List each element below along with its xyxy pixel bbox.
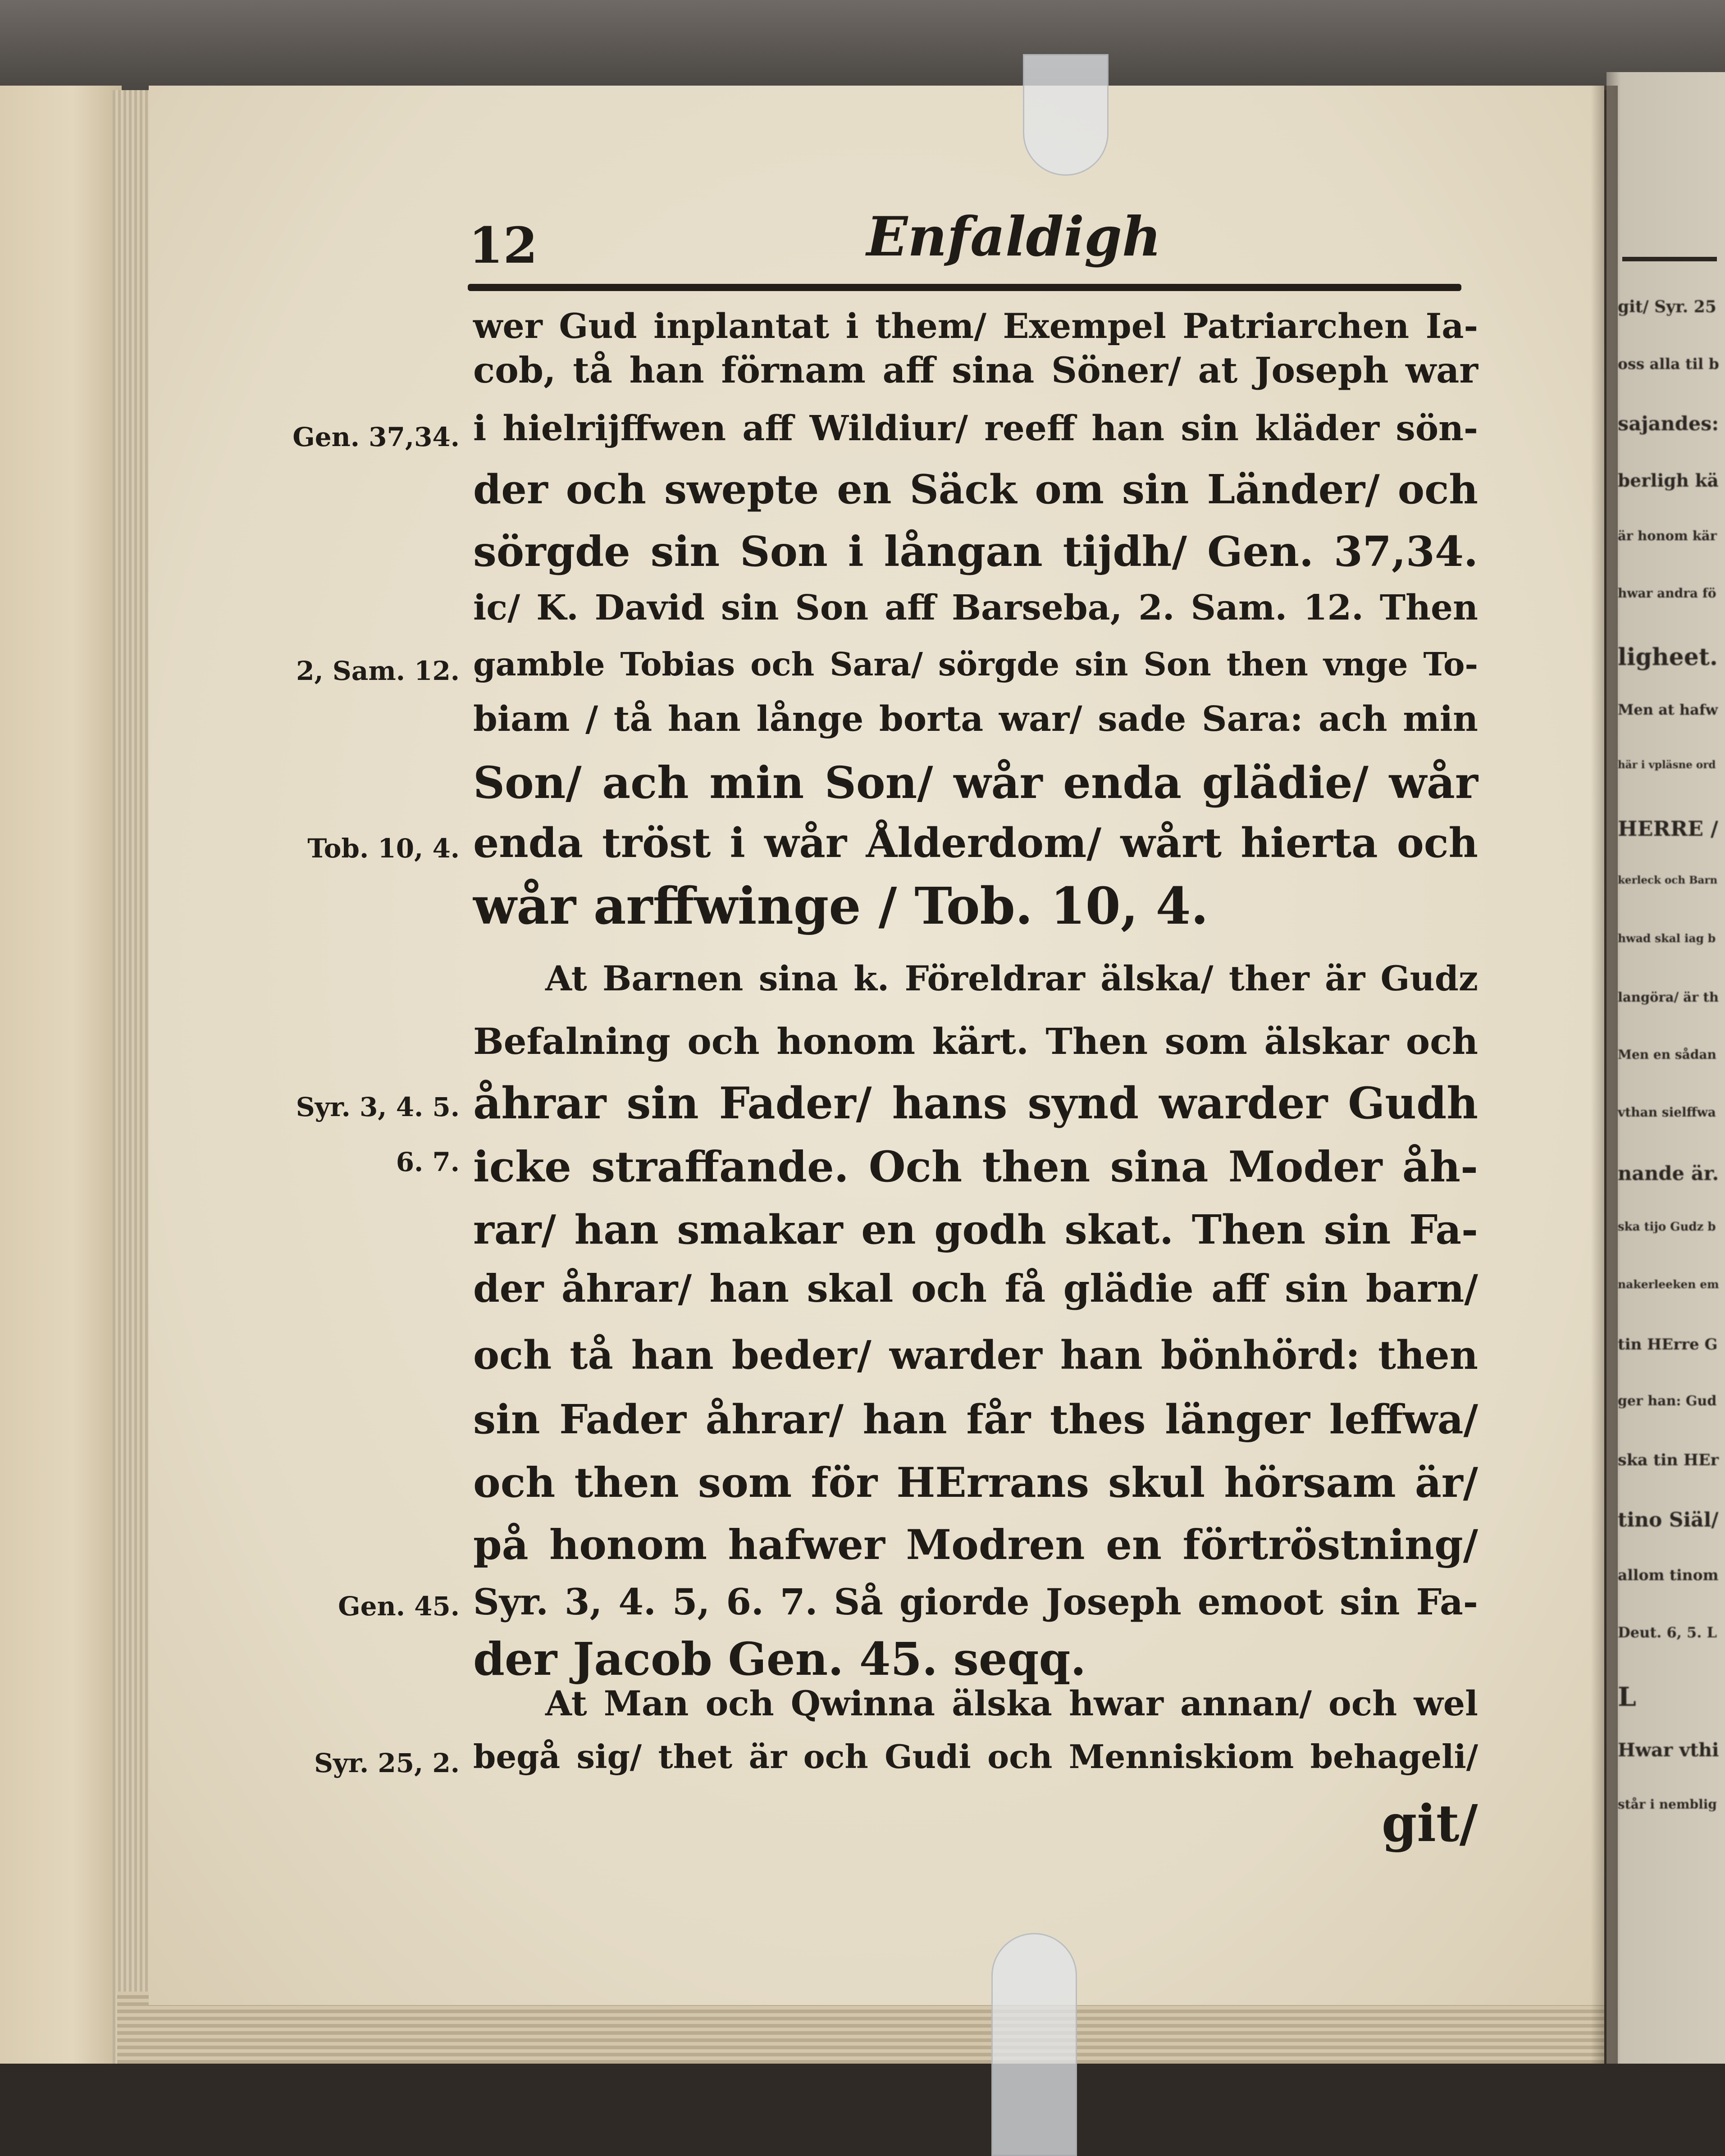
text-line: sin Fader åhrar/ han får thes länger leffwa/ [473,1395,1478,1443]
margin-note: 2, Sam. 12. [296,656,460,686]
facing-page-line: ska tijo Gudz b [1618,1220,1716,1234]
text-line: Son/ ach min Son/ wår enda glädie/ wår [473,757,1478,809]
facing-page-line: är honom kär [1618,528,1717,543]
facing-page-line: Deut. 6, 5. L [1618,1624,1717,1641]
facing-page-line: oss alla til b [1618,355,1719,373]
margin-note: Syr. 3, 4. 5. [296,1092,460,1122]
facing-page-line: vthan sielffwa [1618,1105,1716,1120]
running-title: Enfaldigh [866,205,1162,269]
text-line: Befalning och honom kärt. Then som älskar och [473,1020,1478,1063]
facing-page-line: sajandes: [1618,413,1719,435]
page-block-edge [113,90,153,2064]
header-rule [468,284,1461,291]
facing-page-line: tin HErre G [1618,1336,1718,1354]
text-line: wer Gud inplantat i them/ Exempel Patriarchen Ia- [473,306,1478,346]
text-line: git/ [1382,1794,1478,1854]
page-holder-clip-top [1023,54,1109,176]
text-line: At Man och Qwinna älska hwar annan/ och wel [545,1683,1478,1724]
book-gutter [1591,86,1618,2064]
margin-note: 6. 7. [396,1147,460,1177]
text-line: der och swepte en Säck om sin Länder/ och [473,465,1478,513]
facing-page-line: Hwar vthi [1618,1739,1719,1761]
scanner-background-bottom [0,2064,1725,2156]
text-line: icke straffande. Och then sina Moder åh- [473,1142,1478,1192]
scanner-background-top [0,0,1725,90]
margin-note: Gen. 45. [338,1591,460,1622]
facing-page-line: nande är. [1618,1162,1719,1185]
facing-page-line: HERRE / [1618,816,1718,841]
margin-note: Gen. 37,34. [292,422,460,452]
facing-page-line: ger han: Gud [1618,1393,1717,1409]
facing-page-line: nakerleeken em [1618,1278,1719,1291]
facing-page-line: berligh kä [1618,470,1719,491]
facing-page-line: här i vpläsne ord [1618,759,1716,771]
text-line: der åhrar/ han skal och få glädie aff sin barn/ [473,1266,1478,1311]
margin-note: Syr. 25, 2. [314,1748,460,1778]
facing-page-rule [1622,257,1717,261]
text-line: sörgde sin Son i långan tijdh/ Gen. 37,34. [473,527,1478,576]
text-line: biam / tå han långe borta war/ sade Sara: ach min [473,699,1478,739]
text-line: i hielrijffwen aff Wildiur/ reeff han sin kläder sön- [473,408,1478,449]
text-line: rar/ han smakar en godh skat. Then sin Fa- [473,1206,1478,1253]
facing-page-line: hwad skal iag b [1618,932,1716,945]
facing-page-line: kerleck och Barn [1618,874,1718,886]
text-line: cob, tå han förnam aff sina Söner/ at Joseph war [473,349,1478,392]
facing-page-line: står i nemblig [1618,1797,1717,1812]
facing-page-line: Men at hafw [1618,701,1718,718]
facing-page-line: Men en sådan [1618,1047,1716,1062]
facing-page-line: allom tinom [1618,1566,1719,1584]
text-line: enda tröst i wår Ålderdom/ wårt hierta och [473,819,1478,867]
text-line: ic/ K. David sin Son aff Barseba, 2. Sam. 12. Then [473,588,1478,628]
previous-page-edge [0,86,122,2068]
facing-page-line: tino Siäl/ [1618,1509,1719,1532]
text-line: gamble Tobias och Sara/ sörgde sin Son then vnge To- [473,645,1478,683]
text-line: begå sig/ thet är och Gudi och Menniskiom behageli/ [473,1737,1478,1776]
page-number: 12 [469,216,538,274]
text-line: på honom hafwer Modren en förtröstning/ [473,1521,1478,1569]
text-line: Syr. 3, 4. 5, 6. 7. Så giorde Joseph emoot sin Fa- [473,1581,1478,1623]
margin-note: Tob. 10, 4. [307,833,460,864]
text-line: och then som för HErrans skul hörsam är/ [473,1459,1478,1507]
text-line: och tå han beder/ warder han bönhörd: then [473,1332,1478,1379]
facing-page-line: L [1618,1682,1636,1712]
text-line: wår arffwinge / Tob. 10, 4. [473,877,1209,936]
text-line: der Jacob Gen. 45. seqq. [473,1632,1086,1686]
facing-page-line: langöra/ är th [1618,989,1719,1005]
facing-page-line: git/ Syr. 25 [1618,297,1716,316]
text-line: åhrar sin Fader/ hans synd warder Gudh [473,1078,1478,1129]
text-line: At Barnen sina k. Föreldrar älska/ ther är Gudz [545,958,1478,999]
facing-page-line: ska tin HEr [1618,1451,1719,1469]
page-holder-clip-bottom [991,1933,1077,2156]
facing-page-line: hwar andra fö [1618,586,1716,601]
facing-page-line: ligheet. [1618,643,1718,671]
